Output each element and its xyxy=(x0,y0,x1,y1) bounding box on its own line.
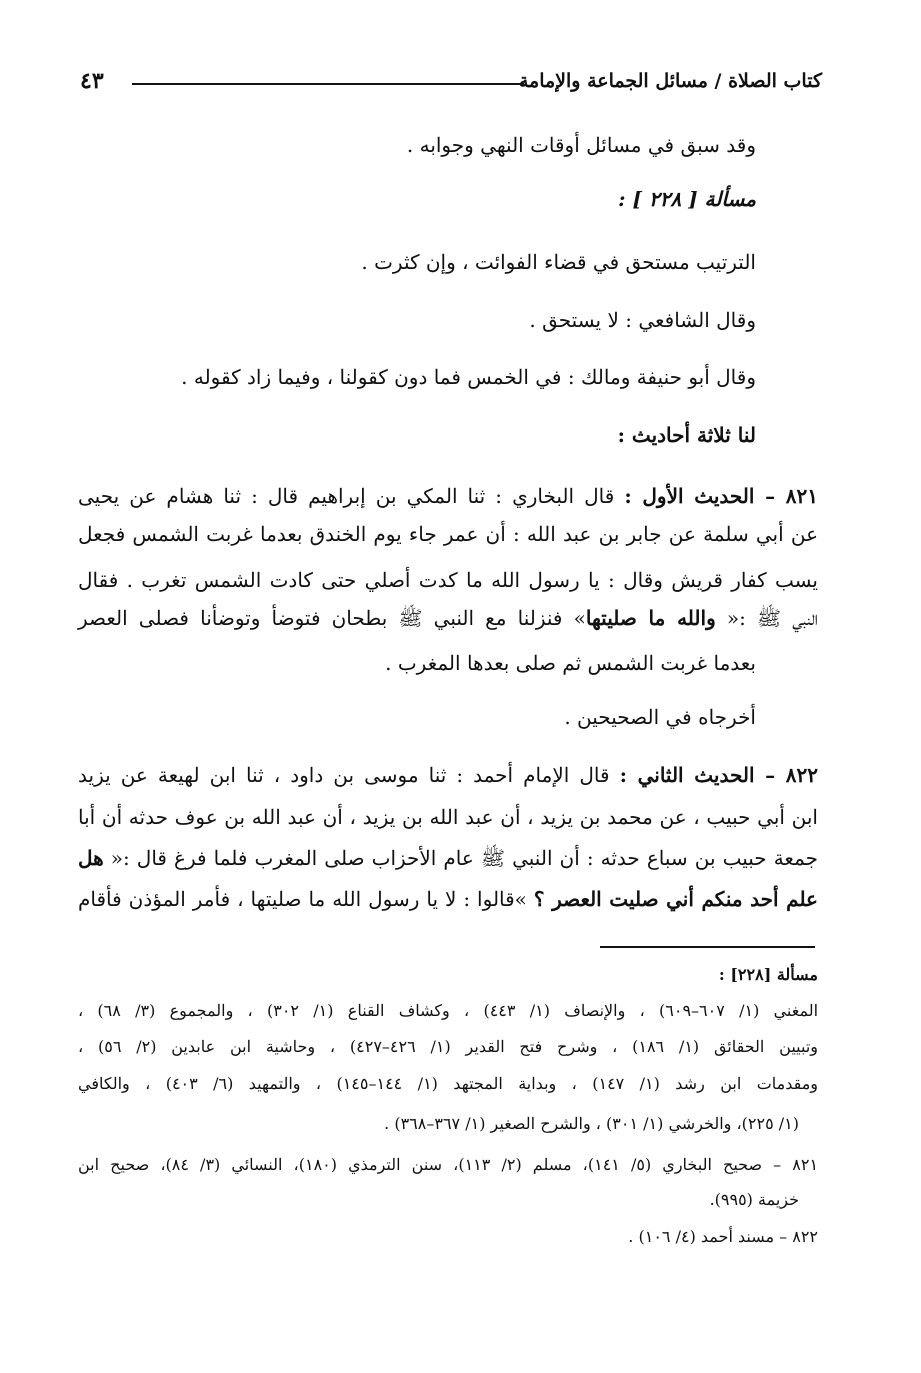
chapter-title: كتاب الصلاة / مسائل الجماعة والإمامة xyxy=(518,70,822,92)
hadith-822-line-4: علم أحد منكم أني صليت العصر ؟ »قالوا : لا يا رسول الله ما صليتها ، فأمر المؤذن فأقام xyxy=(78,887,818,911)
hadith-822-line-1: ٨٢٢ – الحديث الثاني : قال الإمام أحمد : ثنا موسى بن داود ، ثنا ابن لهيعة عن يزيد xyxy=(78,763,819,787)
hadith-821-line-2: عن أبي سلمة عن جابر بن عبد الله : أن عمر جاء يوم الخندق بعدما غربت الشمس فجعل xyxy=(78,522,818,546)
hadith-822-label: ٨٢٢ – الحديث الثاني : xyxy=(619,763,819,787)
footnote-line: ٨٢١ – صحيح البخاري (٥/ ١٤١)، مسلم (٢/ ١١٣)، سنن الترمذي (١٨٠)، النسائي (٣/ ٨٤)، صحيح ابن xyxy=(78,1155,819,1174)
hadith-quote: علم أحد منكم أني صليت العصر ؟ xyxy=(533,887,818,911)
issue-title: مسألة [ ٢٢٨ ] : xyxy=(618,187,756,211)
text-line: وقال أبو حنيفة ومالك : في الخمس فما دون كقولنا ، وفيما زاد كقوله . xyxy=(181,365,756,389)
subheading: لنا ثلاثة أحاديث : xyxy=(617,423,756,447)
footnote-line: المغني (١/ ٦٠٧–٦٠٩) ، والإنصاف (١/ ٤٤٣) ، وكشاف القناع (١/ ٣٠٢) ، والمجموع (٣/ ٦٨) ، xyxy=(78,1001,819,1020)
footnote-line: ٨٢٢ – مسند أحمد (٤/ ١٠٦) . xyxy=(628,1227,818,1246)
running-header xyxy=(80,66,822,100)
hadith-822-line-2: ابن أبي حبيب ، عن محمد بن يزيد ، أن عبد الله بن يزيد ، أن عبد الله بن عوف حدثه أن أبا xyxy=(78,805,818,829)
footnote-line: وتبيين الحقائق (١/ ١٨٦) ، وشرح فتح القدير (١/ ٤٢٦–٤٢٧) ، وحاشية ابن عابدين (٢/ ٥٦) ، xyxy=(78,1037,819,1056)
hadith-821-line-4: النبي ﷺ :« والله ما صليتها» فنزلنا مع النبي ﷺ بطحان فتوضأ وتوضأنا فصلى العصر xyxy=(78,606,818,630)
page-number: ٤٣ xyxy=(80,68,104,94)
text-line: الترتيب مستحق في قضاء الفوائت ، وإن كثرت . xyxy=(361,250,756,274)
hadith-quote: والله ما صليتها xyxy=(585,606,716,630)
hadith-821-line-5: بعدما غربت الشمس ثم صلى بعدها المغرب . xyxy=(385,651,756,675)
footnote-line: (١/ ٢٢٥)، والخرشي (١/ ٣٠١) ، والشرح الصغير (١/ ٣٦٧–٣٦٨) . xyxy=(384,1114,799,1133)
text-line: وقد سبق في مسائل أوقات النهي وجوابه . xyxy=(406,133,756,157)
footnote-line: ومقدمات ابن رشد (١/ ١٤٧) ، وبداية المجتهد (١/ ١٤٤–١٤٥) ، والتمهيد (٦/ ٤٠٣) ، والكافي xyxy=(78,1074,818,1093)
footnote-line: خزيمة (٩٩٥). xyxy=(709,1190,799,1209)
hadith-821-label: ٨٢١ – الحديث الأول : xyxy=(624,484,818,508)
footnote-rule xyxy=(600,946,815,948)
text-line: وقال الشافعي : لا يستحق . xyxy=(529,308,756,332)
hadith-821-line-1: ٨٢١ – الحديث الأول : قال البخاري : ثنا المكي بن إبراهيم قال : ثنا هشام عن يحيى xyxy=(78,484,818,508)
hadith-821-line-3: يسب كفار قريش وقال : يا رسول الله ما كدت أصلي حتى كادت الشمس تغرب . فقال xyxy=(78,568,818,592)
header-rule xyxy=(132,83,524,85)
hadith-quote: هل xyxy=(78,846,104,870)
takhrij-line: أخرجاه في الصحيحين . xyxy=(564,705,756,729)
hadith-822-line-3: جمعة حبيب بن سباع حدثه : أن النبي ﷺ عام الأحزاب صلى المغرب فلما فرغ قال :« هل xyxy=(78,846,818,870)
footnote-issue-label: مسألة [٢٢٨] : xyxy=(718,965,818,984)
